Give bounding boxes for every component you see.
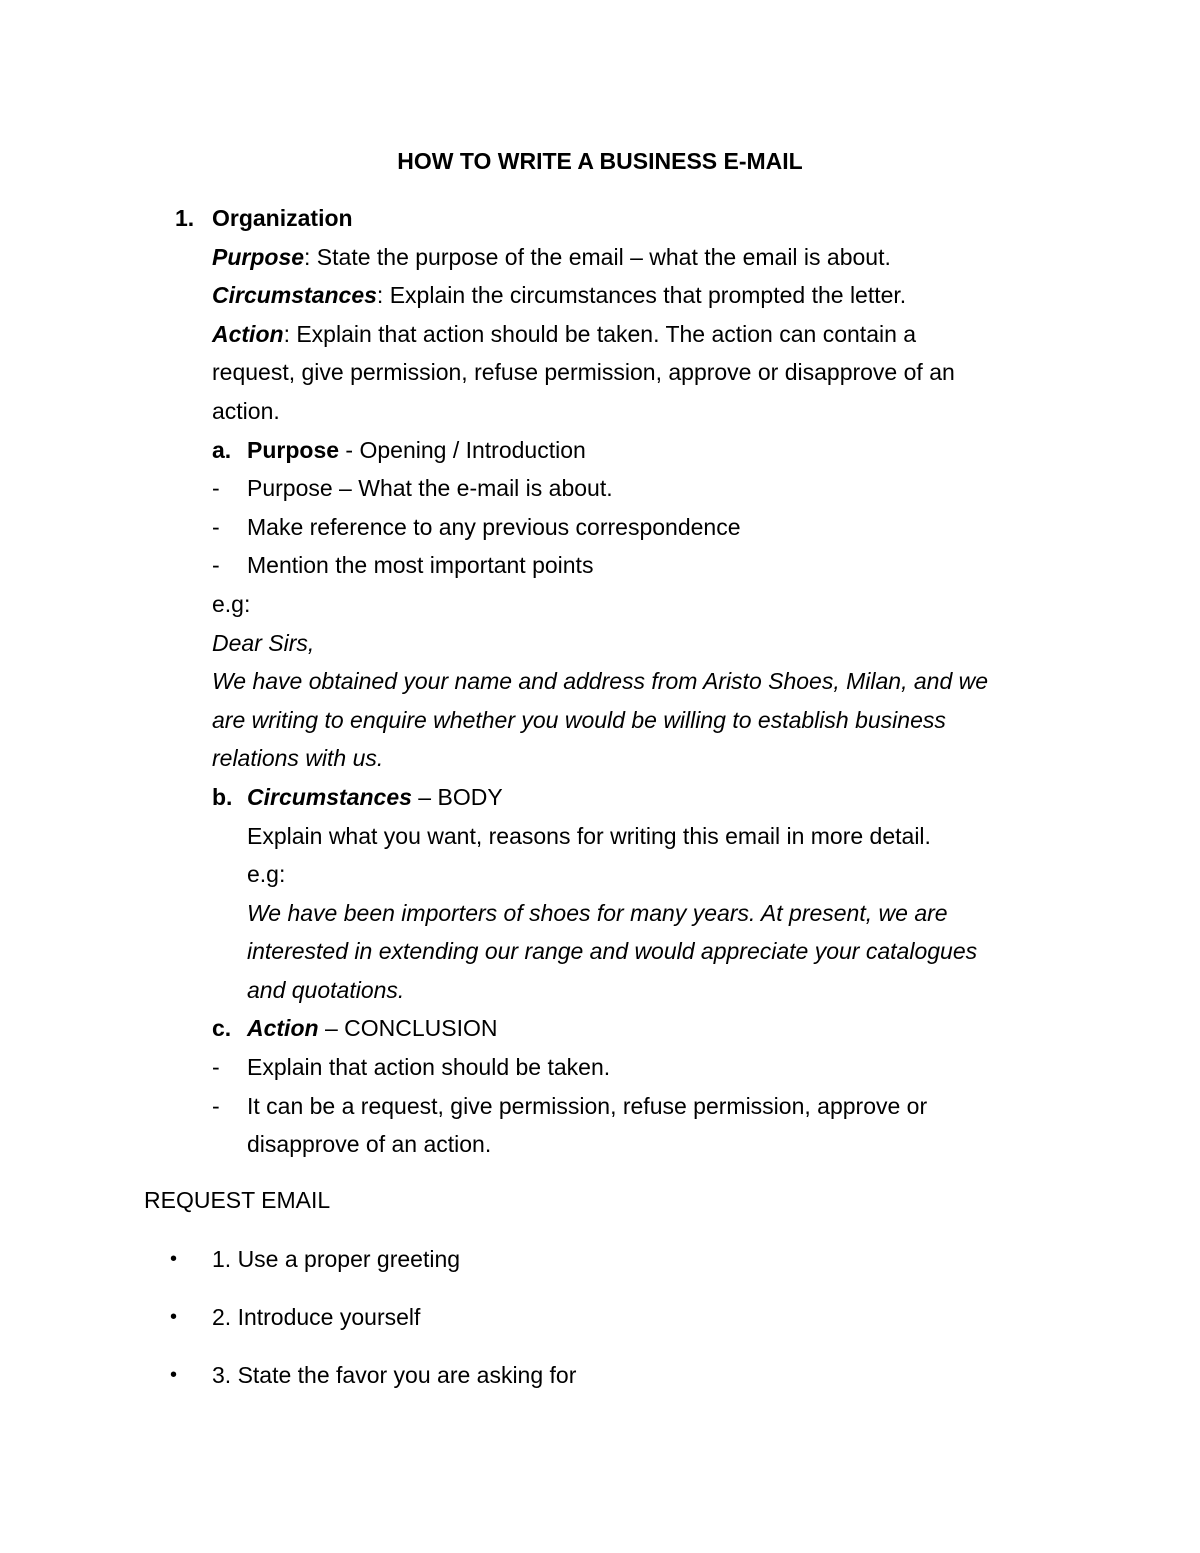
section-number: 1. [175, 205, 195, 231]
subsection-a-letter: a. [212, 436, 232, 463]
body-explain-line: Explain what you want, reasons for writing this email in more detail. [247, 822, 931, 849]
list-item: - Purpose – What the e-mail is about. [212, 475, 613, 502]
document-page: HOW TO WRITE A BUSINESS E-MAIL 1. Organization Purpose: State the purpose of the email – what the email is about. Circumstances: Explain the circumstances that prompted the letter. Action: Explain that action should be taken. The action can contain a request, give permission, refuse permission, approve or disapprove of an action. a. Purpose - Opening / Introduction - Purpose – What the e-mail is about. - Make reference to any previous correspondence - Mention the most important points e.g: Dear Sirs, We have obtained your name and address from Aristo Shoes, Milan, and we are writing to enquire whether you would be willing to establish business relations with us. b. Circumstances – BODY Explain what you want, reasons for writing this email in more detail. e.g: We have been importers of shoes for many years. At present, we are interested in extending our range and would appreciate your catalogues and quotations. c. Action – CONCLUSION - Explain that action should be taken. - It can be a request, give permission, refuse permission, approve or disapprove of an action. REQUEST EMAIL • 1. Use a proper greeting • 2. Introduce yourself • 3. State the favor you are asking for [0, 0, 1200, 1553]
bullet-icon: • [170, 1364, 178, 1386]
example-line: interested in extending our range and would appreciate your catalogues [247, 938, 978, 965]
page-title: HOW TO WRITE A BUSINESS E-MAIL [397, 148, 803, 174]
bullet-icon: • [170, 1248, 178, 1270]
subsection-c-letter: c. [212, 1015, 232, 1042]
example-line: are writing to enquire whether you would be willing to establish business [212, 706, 946, 733]
subsection-a-rest: - Opening / Introduction [339, 436, 586, 463]
action-line [175, 315, 1075, 354]
subsection-c-label: Action [247, 1015, 319, 1042]
action-label: Action [212, 320, 284, 347]
subsection-c-heading [175, 1009, 1075, 1048]
request-email-heading: REQUEST EMAIL [144, 1187, 331, 1213]
list-item: - It can be a request, give permission, refuse permission, approve or [212, 1092, 928, 1119]
example-line: Dear Sirs, [212, 629, 315, 656]
section-heading-row [175, 199, 1075, 238]
circumstances-line [175, 276, 1075, 315]
section-heading: Organization [212, 205, 353, 231]
subsection-b-heading [175, 778, 1075, 817]
example-line: We have been importers of shoes for many years. At present, we are [247, 899, 948, 926]
action-line-3: action. [212, 397, 280, 424]
circumstances-label: Circumstances [212, 282, 377, 309]
subsection-c-rest: – CONCLUSION [318, 1015, 498, 1042]
circumstances-text: : Explain the circumstances that prompted the letter. [376, 282, 907, 309]
example-line: and quotations. [247, 976, 405, 1003]
subsection-b-label: Circumstances [247, 783, 412, 810]
subsection-b-rest: – BODY [411, 783, 503, 810]
bullet-icon: • [170, 1306, 178, 1328]
purpose-label: Purpose [212, 243, 305, 270]
example-line: relations with us. [212, 745, 384, 772]
action-line-2: request, give permission, refuse permission, approve or disapprove of an [212, 359, 955, 386]
example-line: We have obtained your name and address from Aristo Shoes, Milan, and we [212, 668, 989, 695]
subsection-b-letter: b. [212, 783, 233, 810]
list-item-continuation: disapprove of an action. [247, 1131, 492, 1158]
subsection-a-label: Purpose [247, 436, 340, 463]
subsection-a-heading [175, 431, 1075, 470]
action-text: : Explain that action should be taken. The action can contain a [283, 320, 917, 347]
section-organization [175, 199, 1075, 1164]
list-item: - Make reference to any previous correspondence [212, 513, 741, 540]
list-item: - Explain that action should be taken. [212, 1054, 611, 1081]
example-label: e.g: [247, 861, 286, 888]
list-item: - Mention the most important points [212, 552, 594, 579]
purpose-line [175, 238, 1075, 277]
example-label: e.g: [212, 590, 251, 617]
purpose-text: : State the purpose of the email – what the email is about. [304, 243, 891, 270]
